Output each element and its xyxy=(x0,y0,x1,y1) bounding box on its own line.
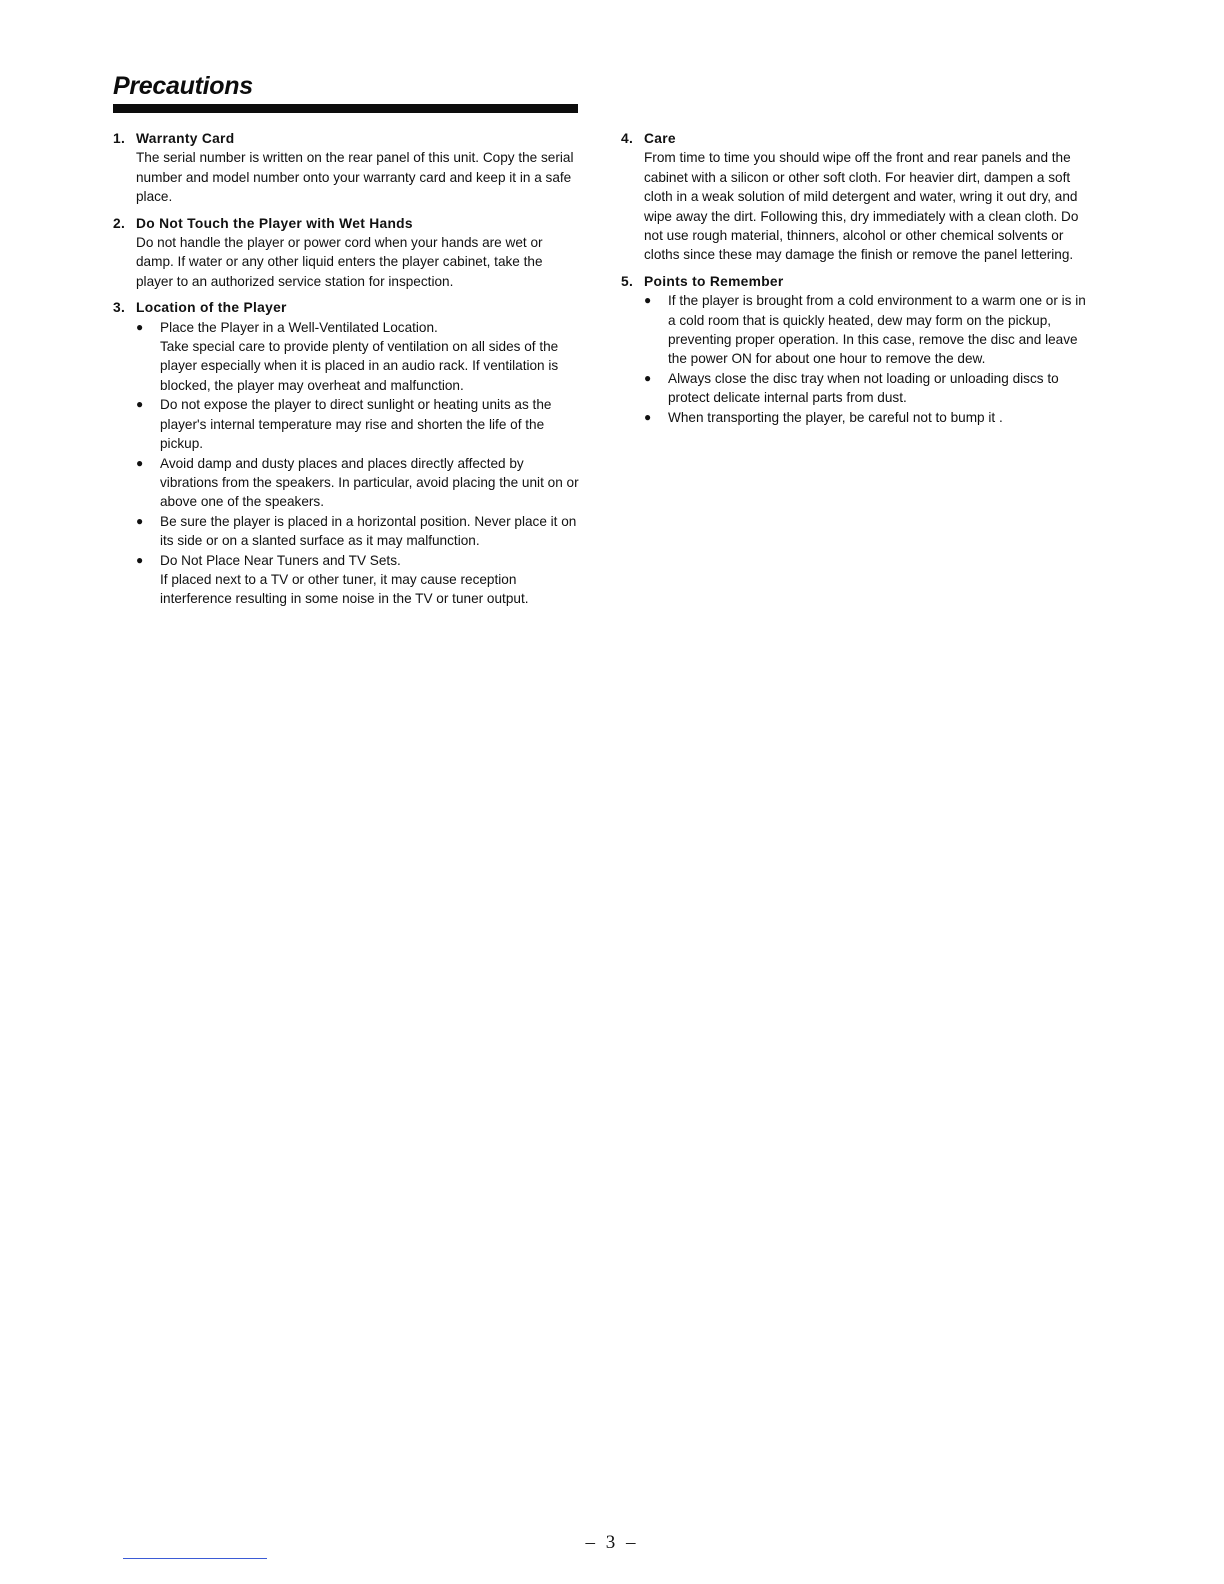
section-warranty-card xyxy=(113,129,583,207)
bullet-text: If placed next to a TV or other tuner, it may cause reception interference resulting in some noise in the TV or tuner output. xyxy=(160,571,529,607)
bullet-icon: ● xyxy=(136,319,144,334)
bullet-icon: ● xyxy=(136,455,144,470)
list-item xyxy=(644,369,1096,408)
section-text: From time to time you should wipe off the front and rear panels and the cabinet with a silicon or other soft cloth. For heavier dirt, dampen a soft cloth in a weak solution of mild detergent and water, wring it out dry, and wipe away the dirt. Following this, dry immediately with a clean cloth. Do not use rough material, thinners, alcohol or other chemical solvents or cloths since these may damage the finish or remove the panel lettering. xyxy=(644,150,1079,263)
section-heading xyxy=(113,214,583,233)
section-heading xyxy=(621,129,1096,148)
bullet-list xyxy=(113,318,583,609)
section-number: 3. xyxy=(113,300,126,316)
section-number: 2. xyxy=(113,215,126,231)
section-location xyxy=(113,298,583,609)
page-title: Precautions xyxy=(113,72,253,100)
section-title: Points to Remember xyxy=(644,273,784,289)
bullet-icon: ● xyxy=(136,513,144,528)
section-care xyxy=(621,129,1096,265)
section-title: Location of the Player xyxy=(136,300,287,316)
page-number: – 3 – xyxy=(585,1532,639,1553)
title-rule xyxy=(113,104,578,113)
bullet-text: When transporting the player, be careful not to bump it . xyxy=(668,409,1003,425)
list-item xyxy=(136,512,583,551)
bullet-text: Avoid damp and dusty places and places directly affected by vibrations from the speakers. In particular, avoid placing the unit on or above one of the speakers. xyxy=(160,455,579,510)
section-wet-hands xyxy=(113,214,583,292)
section-heading xyxy=(113,298,583,317)
section-text: The serial number is written on the rear panel of this unit. Copy the serial number and model number onto your warranty card and keep it in a safe place. xyxy=(136,150,574,205)
left-column xyxy=(113,129,583,616)
list-item xyxy=(136,395,583,453)
section-title: Warranty Card xyxy=(136,131,235,146)
list-item xyxy=(136,454,583,512)
section-text: Do not handle the player or power cord when your hands are wet or damp. If water or any other liquid enters the player cabinet, take the player to an authorized service station for inspection. xyxy=(136,235,543,289)
section-number: 4. xyxy=(621,131,634,146)
bullet-text: If the player is brought from a cold environment to a warm one or is in a cold room that is quickly heated, dew may form on the pickup, preventing proper operation. In this case, remove the disc and leave the power ON for about one hour to remove the dew. xyxy=(668,293,1086,367)
bullet-lead: Do Not Place Near Tuners and TV Sets. xyxy=(160,552,401,568)
bullet-lead: Place the Player in a Well-Ventilated Location. xyxy=(160,319,438,335)
right-column xyxy=(621,129,1096,434)
bullet-icon: ● xyxy=(644,293,652,308)
bullet-icon: ● xyxy=(644,370,652,385)
section-title: Care xyxy=(644,131,676,146)
bullet-icon: ● xyxy=(136,552,144,567)
bullet-icon: ● xyxy=(136,397,144,412)
bullet-list xyxy=(621,291,1096,427)
section-title: Do Not Touch the Player with Wet Hands xyxy=(136,215,413,231)
bullet-text: Do not expose the player to direct sunlight or heating units as the player's internal temperature may rise and shorten the life of the pickup. xyxy=(160,397,552,452)
section-number: 5. xyxy=(621,273,634,289)
section-points-to-remember xyxy=(621,272,1096,427)
section-number: 1. xyxy=(113,131,126,146)
list-item xyxy=(644,408,1096,427)
bullet-text: Be sure the player is placed in a horizontal position. Never place it on its side or on a slanted surface as it may malfunction. xyxy=(160,513,577,549)
list-item xyxy=(136,318,583,396)
list-item xyxy=(644,291,1096,369)
section-heading xyxy=(621,272,1096,291)
list-item xyxy=(136,551,583,609)
section-heading xyxy=(113,129,583,148)
bullet-text: Always close the disc tray when not loading or unloading discs to protect delicate internal parts from dust. xyxy=(668,370,1059,406)
footer-rule xyxy=(123,1558,267,1559)
bullet-icon: ● xyxy=(644,409,652,424)
bullet-text: Take special care to provide plenty of ventilation on all sides of the player especially when it is placed in an audio rack. If ventilation is blocked, the player may overheat and malfunction. xyxy=(160,339,559,393)
